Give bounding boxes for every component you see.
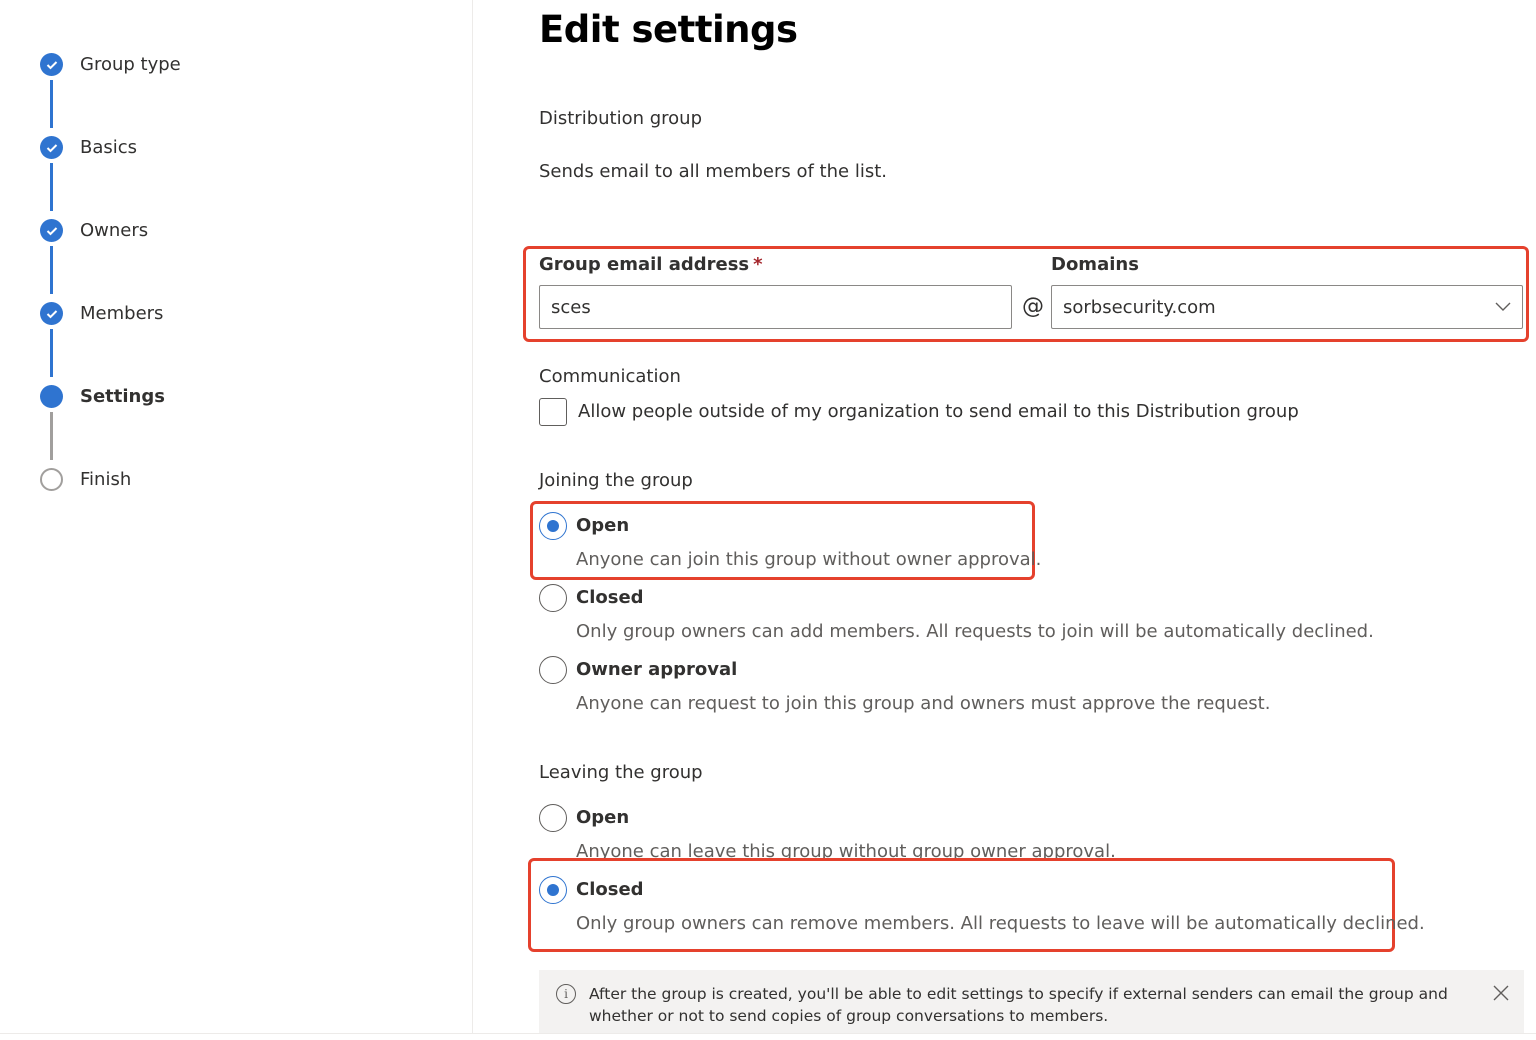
step-connector [50, 163, 53, 211]
check-circle-icon [40, 53, 63, 76]
group-email-label [539, 254, 763, 275]
joining-closed-label: Closed [576, 587, 644, 608]
step-label: Members [80, 303, 164, 324]
at-symbol: @ [1022, 294, 1044, 319]
step-connector [50, 80, 53, 128]
leaving-closed-radio[interactable] [539, 876, 567, 904]
step-owners[interactable] [40, 219, 148, 242]
leaving-open-radio[interactable] [539, 804, 567, 832]
check-circle-icon [40, 136, 63, 159]
info-message-bar [539, 970, 1524, 1033]
step-label: Basics [80, 137, 138, 158]
pending-step-icon [40, 468, 63, 491]
leaving-open-label: Open [576, 807, 630, 828]
step-connector [50, 246, 53, 294]
step-label: Owners [80, 220, 149, 241]
step-label: Group type [80, 54, 181, 75]
required-marker: * [753, 254, 763, 275]
leaving-closed-description: Only group owners can remove members. All requests to leave will be automatically declined. [576, 913, 1425, 934]
current-step-icon [40, 385, 63, 408]
step-label: Settings [80, 386, 165, 407]
info-message-text: After the group is created, you'll be able to edit settings to specify if external senders can email the group and whether or not to send copies of group conversations to members. [589, 985, 1448, 1025]
group-type-description: Sends email to all members of the list. [539, 161, 887, 182]
group-type-heading: Distribution group [539, 108, 703, 129]
step-group-type[interactable] [40, 53, 181, 76]
step-connector [50, 412, 53, 460]
allow-external-label: Allow people outside of my organization to send email to this Distribution group [578, 401, 1299, 422]
info-icon: i [556, 984, 576, 1004]
domains-label: Domains [1051, 254, 1139, 275]
domains-dropdown[interactable] [1051, 285, 1523, 329]
domain-selected-value: sorbsecurity.com [1063, 296, 1216, 318]
step-finish[interactable] [40, 468, 131, 491]
step-label: Finish [80, 469, 132, 490]
joining-open-description: Anyone can join this group without owner approval. [576, 549, 1042, 570]
joining-closed-radio[interactable] [539, 584, 567, 612]
page-title: Edit settings [539, 8, 798, 51]
joining-owner-approval-radio[interactable] [539, 656, 567, 684]
joining-heading: Joining the group [539, 470, 693, 491]
step-members[interactable] [40, 302, 163, 325]
group-email-label-text: Group email address [539, 254, 750, 275]
joining-owner-approval-label: Owner approval [576, 659, 738, 680]
joining-owner-approval-description: Anyone can request to join this group and owners must approve the request. [576, 693, 1271, 714]
communication-heading: Communication [539, 366, 681, 387]
wizard-stepper [0, 0, 473, 1033]
chevron-down-icon [1494, 297, 1512, 315]
joining-open-label: Open [576, 515, 630, 536]
leaving-closed-highlight-box [528, 858, 1395, 952]
leaving-closed-label: Closed [576, 879, 644, 900]
step-settings[interactable] [40, 385, 165, 408]
joining-closed-description: Only group owners can add members. All requests to join will be automatically declined. [576, 621, 1374, 642]
check-circle-icon [40, 219, 63, 242]
allow-external-checkbox[interactable] [539, 398, 567, 426]
joining-open-radio[interactable] [539, 512, 567, 540]
check-circle-icon [40, 302, 63, 325]
footer-divider [0, 1033, 1536, 1034]
step-connector [50, 329, 53, 377]
group-email-input[interactable]: sces [539, 285, 1012, 329]
close-icon[interactable] [1492, 984, 1510, 1002]
leaving-open-description: Anyone can leave this group without group owner approval. [576, 841, 1116, 862]
leaving-heading: Leaving the group [539, 762, 703, 783]
step-basics[interactable] [40, 136, 137, 159]
